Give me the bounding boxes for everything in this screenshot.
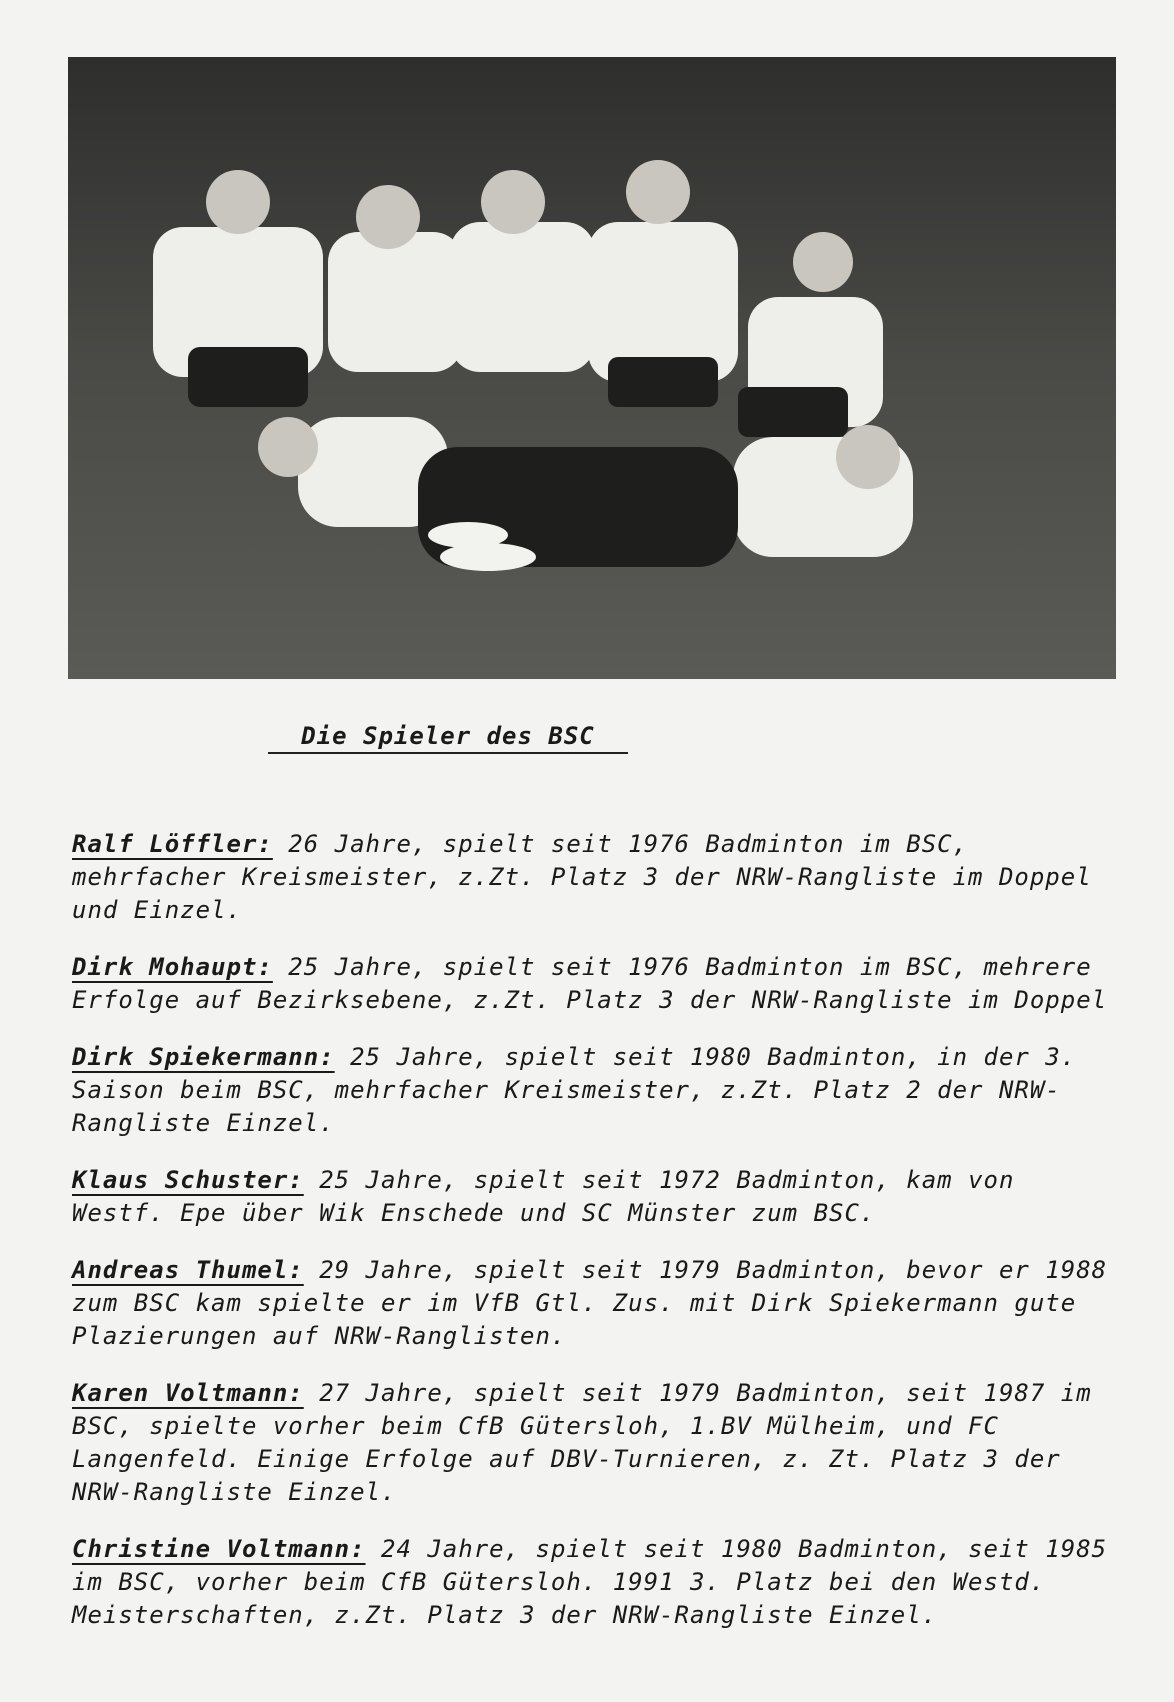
player-description: 26 Jahre, spielt seit 1976 Badminton im BSC, mehrfacher Kreismeister, z.Zt. Platz 3 der NRW-Rangliste im Doppel und Einzel. [72,830,1092,924]
player-name: Ralf Löffler: [72,830,273,858]
player-description: 25 Jahre, spielt seit 1972 Badminton, kam von Westf. Epe über Wik Enschede und SC Münster zum BSC. [72,1166,1015,1227]
player-name: Dirk Spiekermann: [72,1043,335,1071]
player-entry [72,1254,1112,1353]
player-entry [72,1164,1112,1230]
player-entry [72,951,1112,1017]
player-name: Andreas Thumel: [72,1256,304,1284]
player-description: 25 Jahre, spielt seit 1980 Badminton, in der 3. Saison beim BSC, mehrfacher Kreismeister, z.Zt. Platz 2 der NRW-Rangliste Einzel. [72,1043,1077,1137]
player-description: 29 Jahre, spielt seit 1979 Badminton, bevor er 1988 zum BSC kam spielte er im VfB Gtl. Zus. mit Dirk Spiekermann gute Plazierungen auf NRW-Ranglisten. [72,1256,1108,1350]
player-entry [72,1533,1112,1632]
player-name: Dirk Mohaupt: [72,953,273,981]
team-photo-illustration [68,57,1116,679]
player-description: 27 Jahre, spielt seit 1979 Badminton, seit 1987 im BSC, spielte vorher beim CfB Gütersloh, 1.BV Mülheim, und FC Langenfeld. Einige Erfolge auf DBV-Turnieren, z. Zt. Platz 3 der NRW-Rangliste Einzel. [72,1379,1092,1506]
player-name: Karen Voltmann: [72,1379,304,1407]
player-description: 25 Jahre, spielt seit 1976 Badminton im BSC, mehrere Erfolge auf Bezirksebene, z.Zt. Platz 3 der NRW-Rangliste im Doppel [72,953,1108,1014]
player-name: Klaus Schuster: [72,1166,304,1194]
player-list [72,804,1112,1650]
photo-caption: Die Spieler des BSC [268,722,628,754]
player-entry [72,1377,1112,1509]
team-photo [68,57,1116,679]
player-entry [72,1041,1112,1140]
player-name: Christine Voltmann: [72,1535,366,1563]
player-description: 24 Jahre, spielt seit 1980 Badminton, seit 1985 im BSC, vorher beim CfB Gütersloh. 1991 3. Platz bei den Westd. Meisterschaften, z.Zt. Platz 3 der NRW-Rangliste Einzel. [72,1535,1108,1629]
player-entry [72,828,1112,927]
